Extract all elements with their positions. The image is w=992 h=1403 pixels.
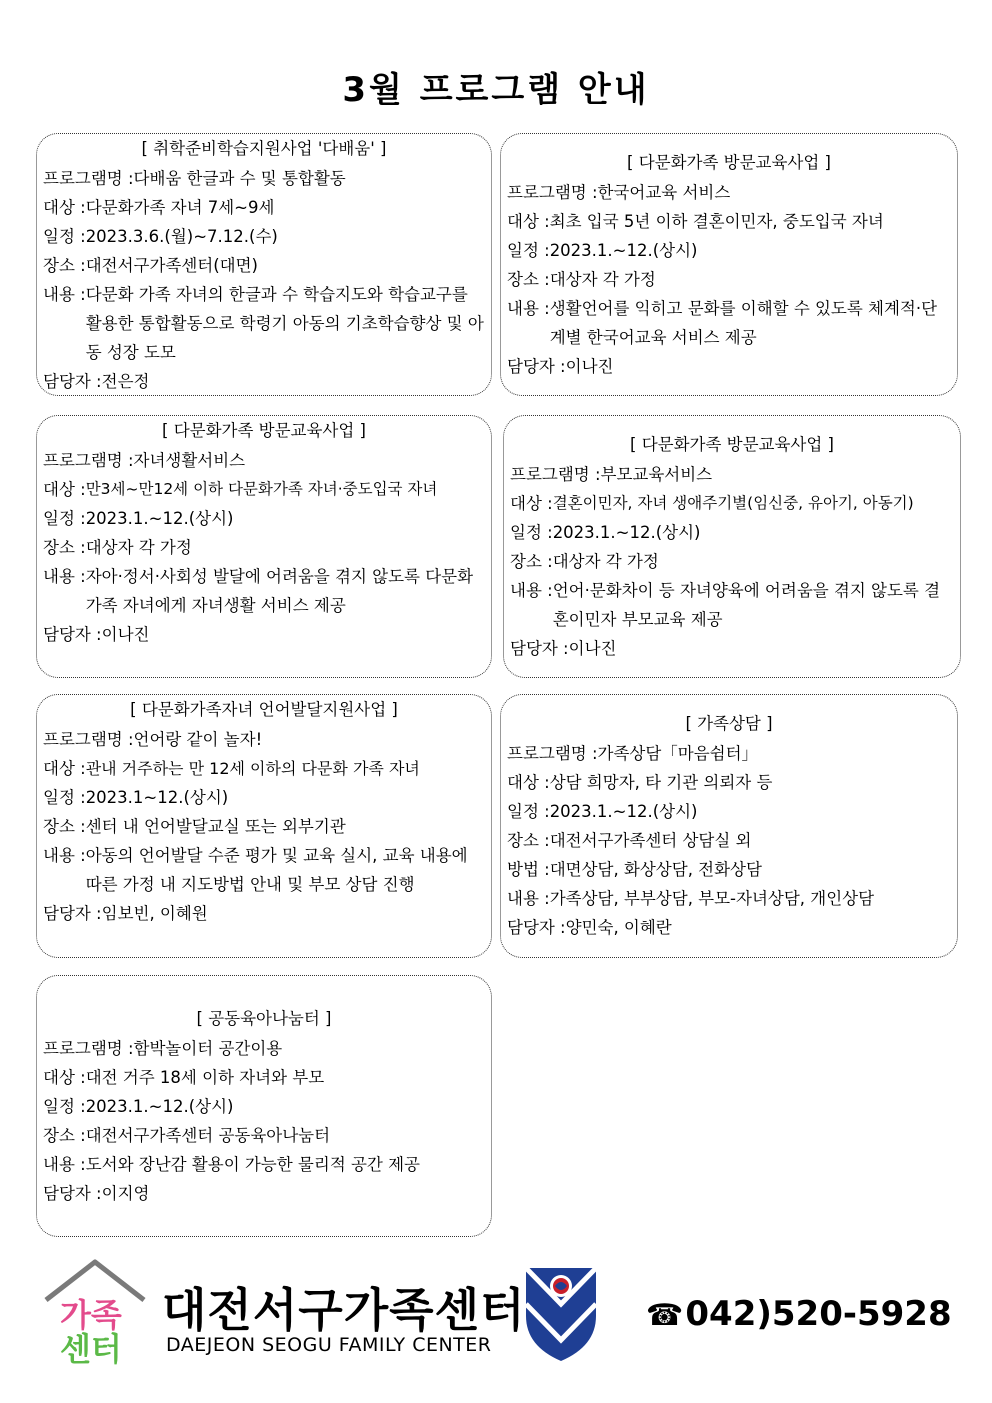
- content-row: 내용 : 생활언어를 익히고 문화를 이해할 수 있도록 체계적·단계별 한국어교육 서비스 제공: [507, 299, 938, 347]
- card-header: [ 취학준비학습지원사업 '다배움' ]: [141, 139, 387, 158]
- program-name-row: 프로그램명 : 부모교육서비스: [510, 465, 713, 484]
- footer: [0, 1250, 992, 1390]
- program-card-korean-education: [500, 133, 958, 396]
- manager-row: 담당자 : 임보빈, 이혜원: [43, 904, 208, 923]
- content-row: 내용 : 아동의 언어발달 수준 평가 및 교육 실시, 교육 내용에 따른 가정 내 지도방법 안내 및 부모 상담 진행: [43, 846, 468, 894]
- program-card-family-counseling: [500, 694, 958, 958]
- page-title: 3월 프로그램 안내: [342, 70, 650, 110]
- schedule-row: 일정 : 2023.1.~12.(상시): [43, 1097, 234, 1116]
- target-row: 대상 : 관내 거주하는 만 12세 이하의 다문화 가족 자녀: [43, 759, 420, 778]
- target-row: 대상 : 상담 희망자, 타 기관 의뢰자 등: [507, 773, 773, 792]
- manager-row: 담당자 : 이나진: [507, 357, 614, 376]
- shield-emblem-icon: [522, 1264, 600, 1364]
- logo-text-line1: 가족: [60, 1296, 122, 1334]
- center-name-english: DAEJEON SEOGU FAMILY CENTER: [166, 1334, 492, 1356]
- place-row: 장소 : 대전서구가족센터 공동육아나눔터: [43, 1126, 331, 1145]
- program-name-row: 프로그램명 : 가족상담「마음쉼터」: [507, 744, 759, 763]
- schedule-row: 일정 : 2023.1.~12.(상시): [43, 509, 234, 528]
- schedule-row: 일정 : 2023.3.6.(월)~7.12.(수): [43, 227, 278, 246]
- program-card-study-support: [36, 133, 492, 396]
- schedule-row: 일정 : 2023.1.~12.(상시): [507, 802, 698, 821]
- phone-icon: ☎: [646, 1298, 684, 1333]
- target-row: 대상 : 다문화가족 자녀 7세~9세: [43, 198, 275, 217]
- target-row: 대상 : 대전 거주 18세 이하 자녀와 부모: [43, 1068, 325, 1087]
- manager-row: 담당자 : 이나진: [510, 639, 617, 658]
- content-row: 내용 : 자아·정서·사회성 발달에 어려움을 겪지 않도록 다문화가족 자녀에게 자녀생활 서비스 제공: [43, 567, 474, 615]
- content-row: 내용 : 가족상담, 부부상담, 부모-자녀상담, 개인상담: [507, 889, 875, 908]
- manager-row: 담당자 : 이지영: [43, 1184, 150, 1203]
- schedule-row: 일정 : 2023.1~12.(상시): [43, 788, 229, 807]
- program-name-row: 프로그램명 : 한국어교육 서비스: [507, 183, 731, 202]
- card-header: [ 다문화가족 방문교육사업 ]: [162, 421, 366, 440]
- phone-number[interactable]: [646, 1294, 952, 1334]
- target-row: 대상 : 결혼이민자, 자녀 생애주기별(임신중, 유아기, 아동기): [510, 494, 914, 513]
- place-row: 장소 : 센터 내 언어발달교실 또는 외부기관: [43, 817, 346, 836]
- program-card-parent-education: [503, 415, 961, 678]
- target-row: 대상 : 만3세~만12세 이하 다문화가족 자녀·중도입국 자녀: [43, 480, 438, 499]
- program-name-row: 프로그램명 : 함박놀이터 공간이용: [43, 1039, 283, 1058]
- program-name-row: 프로그램명 : 자녀생활서비스: [43, 451, 246, 470]
- family-center-logo: [40, 1256, 150, 1366]
- manager-row: 담당자 : 양민숙, 이혜란: [507, 918, 672, 937]
- program-name-row: 프로그램명 : 다배움 한글과 수 및 통합활동: [43, 169, 346, 188]
- program-card-child-life: [36, 415, 492, 678]
- phone-text: 042)520-5928: [685, 1294, 952, 1334]
- method-row: 방법 : 대면상담, 화상상담, 전화상담: [507, 860, 762, 879]
- card-header: [ 공동육아나눔터 ]: [196, 1009, 332, 1028]
- content-row: 내용 : 도서와 장난감 활용이 가능한 물리적 공간 제공: [43, 1155, 420, 1174]
- program-card-language-development: [36, 694, 492, 958]
- card-header: [ 다문화가족 방문교육사업 ]: [630, 435, 834, 454]
- card-header: [ 가족상담 ]: [685, 714, 773, 733]
- place-row: 장소 : 대상자 각 가정: [43, 538, 192, 557]
- card-header: [ 다문화가족 방문교육사업 ]: [627, 153, 831, 172]
- target-row: 대상 : 최초 입국 5년 이하 결혼이민자, 중도입국 자녀: [507, 212, 884, 231]
- logo-text-line2: 센터: [60, 1330, 122, 1366]
- place-row: 장소 : 대전서구가족센터 상담실 외: [507, 831, 752, 850]
- schedule-row: 일정 : 2023.1.~12.(상시): [510, 523, 701, 542]
- card-header: [ 다문화가족자녀 언어발달지원사업 ]: [130, 700, 398, 719]
- content-row: 내용 : 언어·문화차이 등 자녀양육에 어려움을 겪지 않도록 결혼이민자 부모교육 제공: [510, 581, 941, 629]
- manager-row: 담당자 : 전은정: [43, 372, 150, 391]
- manager-row: 담당자 : 이나진: [43, 625, 150, 644]
- program-card-childcare-sharing: [36, 975, 492, 1237]
- place-row: 장소 : 대전서구가족센터(대면): [43, 256, 258, 275]
- program-name-row: 프로그램명 : 언어랑 같이 놀자!: [43, 730, 263, 749]
- place-row: 장소 : 대상자 각 가정: [510, 552, 659, 571]
- place-row: 장소 : 대상자 각 가정: [507, 270, 656, 289]
- content-row: 내용 : 다문화 가족 자녀의 한글과 수 학습지도와 학습교구를 활용한 통합활동으로 학령기 아동의 기초학습향상 및 아동 성장 도모: [43, 285, 484, 362]
- center-name-korean: 대전서구가족센터: [162, 1283, 526, 1337]
- schedule-row: 일정 : 2023.1.~12.(상시): [507, 241, 698, 260]
